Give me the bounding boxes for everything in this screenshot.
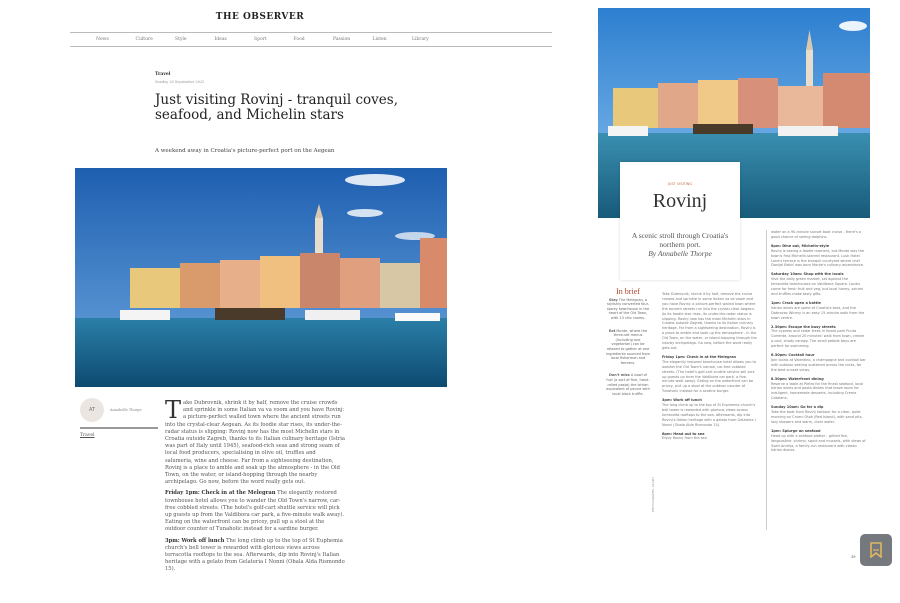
nav-item-style[interactable]: Style <box>175 37 187 42</box>
section-heading: Friday 1pm: Check in at the Melegran <box>165 490 276 497</box>
col-text: Rovinj is seeing a foodie moment, but Monte was the town's first Michelin-starred restaurant. Lush Hotel Lone's terrace is the tranquil courtyard where chef Danijel Đekić was born Monte's culinary ascendance. <box>771 248 865 268</box>
in-brief-sidebar <box>606 287 650 404</box>
nav-item-culture[interactable]: Culture <box>135 37 153 42</box>
col-heading: 8.30pm: Waterfront dining <box>771 376 824 381</box>
masthead[interactable]: THE OBSERVER <box>215 12 305 22</box>
section-heading: 3pm: Work off lunch <box>165 537 225 544</box>
brief-text: Monte, where the three-set menus (including one vegetarian) can be relaxed to gather at one ingredients sourced from local fishermen and farmers. <box>606 328 650 365</box>
col-text: water on a 90-minute sunset boat cruise - there's a good chance of seeing dolphins. <box>771 230 862 239</box>
col-heading: 6.30pm: Cocktail hour <box>771 353 815 358</box>
rovinj-harbour-image <box>75 168 447 387</box>
page-number: 39 <box>851 555 856 559</box>
tag-link-travel[interactable]: Travel <box>80 433 95 438</box>
magazine-subtitle <box>620 231 740 258</box>
standfirst: A weekend away in Croatia's picture-perfect port on the Aegean <box>155 148 335 154</box>
col-heading: 3pm: Work off lunch <box>662 398 702 403</box>
publish-date: Sunday 28 September 2025 <box>155 80 205 84</box>
magazine-title: Rovinj <box>652 190 708 212</box>
photo-credit: PHOTOGRAPHS: ALAMY <box>651 476 655 512</box>
page-title: Just visiting Rovinj - tranquil coves, seafood, and Michelin stars <box>155 92 398 123</box>
byline: By Annabelle Thorpe <box>648 249 712 258</box>
col-heading: Sunday 10am: Go for a dip <box>771 405 824 410</box>
avatar[interactable]: AT <box>80 398 104 422</box>
col-heading: 1pm: Splurge on seafood <box>771 428 821 433</box>
nav-item-library[interactable]: Library <box>412 37 429 42</box>
col-heading: Friday 1pm: Check in at the Melegran <box>662 354 737 359</box>
divider <box>80 427 158 429</box>
brief-text: A bowl of fuži (a sort of fine, hand-rolled pasta) the Istrian equivalent of penne with local black truffle. <box>606 373 650 396</box>
magazine-column-1 <box>662 292 758 445</box>
nav-item-passion[interactable]: Passion <box>333 37 351 42</box>
nav-item-listen[interactable]: Listen <box>372 37 387 42</box>
col-text: Take the boat from Rovinj harbour for a clear, quiet morning on Crveni Otok (Red Island), with sand pits, lazy showers and warm, clear water. <box>771 410 863 424</box>
col-text: The elegantly restored townhouse hotel allows you to wander the Old Town's narrow, car-free cobbled streets. (The hotel's golf-cart shuttle service will pick up guests up from the Valdibora car park, a five-minute walk away). Eating on the waterfront can be pricey, pull up a stool at the outdoor counter of Tunaholic instead for a sardine burger. <box>662 359 757 394</box>
section-kicker[interactable]: Travel <box>155 72 171 77</box>
col-text: Head up with a seafood platter - grilled fish, langoustine, shrimp, squid and mussels, with views of Sveti Andrija, a family-run restaurant with classic Istrian dishes. <box>771 433 866 453</box>
col-text: Take Dubrovnik, shrink it by half, remove the cruise crowds and sprinkle in some Italian va va voom and you have Rovinj: a picture-perfect walled town where the ancient streets run into the crystal-clear Aegean. As its foodie star rises, its under-the-radar status is slipping. Rovinj now has the most Michelin stars in Croatia outside Zagreb, thanks to its Italian culinary heritage. Far from a sightseeing destination, Rovinj is a place to amble and soak up the atmosphere - in the Old Town, on the water, or island-hopping through the nearby archipelago. Go now, before the word really gets out. <box>662 292 757 350</box>
col-heading: 1pm: Crack open a bottle <box>771 300 821 305</box>
article-body <box>165 396 345 578</box>
col-text: Enjoy Rovinj from the sea <box>662 436 707 441</box>
intro-paragraph: ake Dubrovnik, shrink it by half, remove the cruise crowds and sprinkle in some Italian va va voom and you have Rovinj: a picture-perfect walled town where the ancient streets run into the crystal-clear Aegean. As its foodie star rises, its under-the-radar status is slipping: Rovinj now has the most Michelin stars in Croatia outside Zagreb, thanks to its Italian culinary heritage (Istria was part of Italy until 1945), seafood-rich seas and strong seam of local food producers, specialising in olive oil, truffles and salumeria, wine and cheese. Far from a sightseeing destination, Rovinj is a place to amble and soak up the atmosphere - in the Old Town, on the water, or island-hopping through the nearby archipelago. Go now, before the word really gets out. <box>165 400 345 486</box>
col-text: Istrian wines are some of Croatia's best, and the Dobravac Winery is an easy 15-minute walk from the town centre. <box>771 305 865 320</box>
col-text: The long climb up to the top of St Euphemia church's bell tower is rewarded with glorious views across terracotta rooftops to the sea. Afterwards, dip into Rovinj's Italian heritage with a gelato from Gelateria I Nonni (Obala Alda Rismondo 15). <box>662 403 756 427</box>
col-text: Reserve a table at Pietra for the finest seafood, local Istrian wines and pasta dishes that leave room for indulgent, homemade desserts, including Crema Catalana. <box>771 381 864 401</box>
col-heading: Saturday 10am: Shop with the locals <box>771 272 844 277</box>
author-name[interactable]: Annabelle Thorpe <box>110 408 142 412</box>
col-text: Join locals at Valentino, a champagne and cocktail bar with outdoor seating scattered across the rocks, for the best sunset views. <box>771 357 866 372</box>
brief-label: Stay <box>608 297 618 302</box>
col-text: The cypress and cedar trees in forest park Punta Corrente, around 20 minutes' walk from town, create a cool, shady canopy. The small pebble bays are perfect for swimming. <box>771 329 864 349</box>
magazine-column-2 <box>766 230 866 530</box>
hero-photo <box>75 168 447 387</box>
bookmark-button[interactable] <box>860 534 892 566</box>
magazine-kicker: JUST VISITING <box>667 182 693 186</box>
in-brief-title: In brief <box>616 287 640 296</box>
nav-item-food[interactable]: Food <box>293 37 305 42</box>
nav-item-sport[interactable]: Sport <box>254 37 267 42</box>
col-text: Visit the daily green market, set against the terracotta townhouses on Valdibora Square. Locals come for fresh fruit and veg, but local honey, salumi and truffles make tasty gifts. <box>771 277 864 296</box>
col-heading: 8pm: Dine out, Michelin-style <box>771 243 830 248</box>
section-text: The long climb up to the top of St Euphemia church's bell tower is rewarded with glorious views across terracotta rooftops to the sea. Afterwards, dip into Rovinj's Italian heritage with a gelato from Gelateria I Nonni (Obala Alda Rismondo 15). <box>165 537 345 573</box>
nav-item-ideas[interactable]: Ideas <box>214 37 227 42</box>
subtitle-text: A scenic stroll through Croatia's northern port. <box>631 231 729 249</box>
brief-label: Don't miss <box>608 373 630 378</box>
section-text: The elegantly restored townhouse hotel allows you to wander the Old Town's narrow, car-free cobbled streets. (The hotel's golf-cart shuttle service will pick up guests up from the Valdibora car park, a five-minute walk away). Eating on the waterfront can be pricey, pull up a stool at the outdoor counter of Tunaholic instead for a sardine burger. <box>165 490 345 533</box>
bookmark-icon <box>869 542 883 558</box>
nav-bar <box>70 32 552 47</box>
magazine-title-box <box>620 162 740 280</box>
drop-cap: T <box>165 396 182 424</box>
nav-item-news[interactable]: News <box>96 37 109 42</box>
brief-label: Eat <box>608 328 616 333</box>
col-heading: 2.30pm: Escape the busy streets <box>771 324 836 329</box>
col-heading: 6pm: Head out to sea <box>662 431 705 436</box>
brief-text: The Melegran, a stylishly converted four-storey townhouse in the heart of the Old Town, with 13 chic rooms. <box>606 297 650 320</box>
